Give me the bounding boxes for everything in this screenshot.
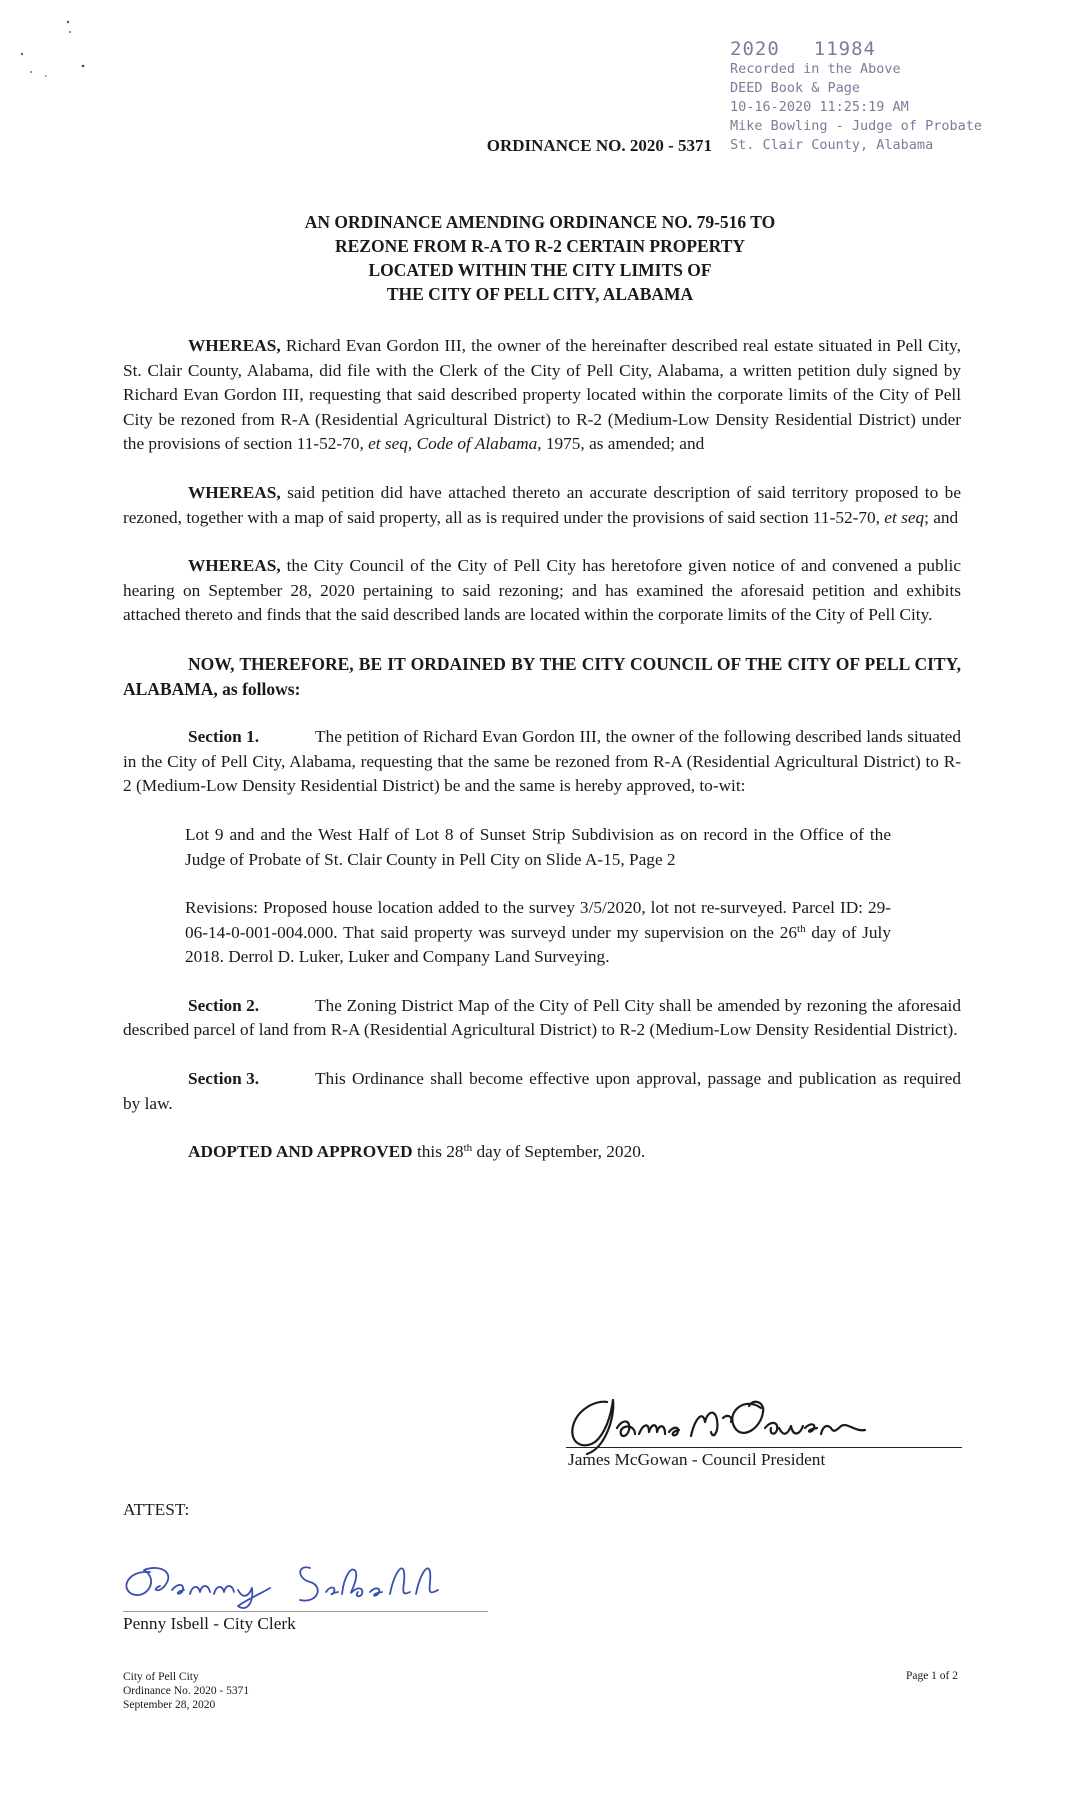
stamp-number: 11984: [813, 38, 876, 60]
scan-specks: [8, 14, 98, 84]
footer-line: Ordinance No. 2020 - 5371: [123, 1685, 250, 1697]
clerk-signature: [120, 1550, 500, 1614]
section-2: [123, 994, 961, 1043]
stamp-line: Recorded in the Above: [730, 61, 901, 77]
stamp-line: St. Clair County, Alabama: [730, 137, 934, 153]
whereas-lead: WHEREAS,: [188, 482, 281, 502]
stamp-line: Mike Bowling - Judge of Probate: [730, 118, 982, 134]
revisions-text: Revisions: Proposed house location added to the survey 3/5/2020, lot not re-surveyed. Parcel ID: 29-06-14-0-001-004.000. That said property was surveyd under my supervision on the 26: [185, 898, 891, 942]
ordinance-body: [123, 334, 961, 1189]
stamp-year: 2020: [730, 38, 780, 60]
section-label: Section 1.: [188, 727, 260, 747]
stamp-line: DEED Book & Page: [730, 80, 861, 96]
legal-description: Lot 9 and and the West Half of Lot 8 of Sunset Strip Subdivision as on record in the Office of the Judge of Probate of St. Clair County in Pell City on Slide A-15, Page 2: [185, 824, 891, 869]
citation-italic: et seq, Code of Alabama,: [368, 434, 542, 454]
title-line: THE CITY OF PELL CITY, ALABAMA: [386, 284, 694, 304]
title-line: AN ORDINANCE AMENDING ORDINANCE NO. 79-516 TO: [304, 212, 776, 232]
revisions-text: day of July 2018. Derrol D. Luker, Luker and Company Land Surveying.: [185, 922, 891, 967]
footer-line: City of Pell City: [123, 1671, 199, 1683]
paragraph-text: the City Council of the City of Pell City has heretofore given notice of and convened a public hearing on September 28, 2020 pertaining to said rezoning; and has examined the aforesaid petition and exhibits attached thereto and finds that the said described lands are located within the corporate limits of the City of Pell City.: [123, 556, 961, 625]
ordinal-suffix: th: [463, 1142, 473, 1155]
adopted-text: this 28: [412, 1142, 464, 1162]
paragraph-text: 1975, as amended; and: [541, 434, 705, 454]
whereas-lead: WHEREAS,: [188, 556, 281, 576]
section-text: The Zoning District Map of the City of Pell City shall be amended by rezoning the aforesaid described parcel of land from R-A (Residential Agricultural District) to R-2 (Medium-Low Density Residential District).: [123, 995, 961, 1040]
clerk-signature-line: [123, 1611, 488, 1612]
stamp-record-number: [730, 38, 982, 60]
footer-reference: [123, 1670, 249, 1712]
page-number: Page 1 of 2: [905, 1670, 958, 1682]
section-1: [123, 725, 961, 799]
paragraph-text: said petition did have attached thereto an accurate description of said territory proposed to be rezoned, together with a map of said property, all as is required under the provisions of said section 11-52-70,: [123, 482, 961, 527]
citation-italic: et seq: [884, 507, 925, 527]
section-label: Section 3.: [188, 1069, 260, 1089]
stamp-line: 10-16-2020 11:25:19 AM: [730, 99, 909, 115]
adopted-lead: ADOPTED AND APPROVED: [188, 1142, 413, 1162]
clerk-caption: Penny Isbell - City Clerk: [123, 1614, 296, 1633]
adopted-text: day of September, 2020.: [472, 1142, 646, 1162]
president-caption: James McGowan - Council President: [568, 1450, 826, 1469]
section-label: Section 2.: [188, 995, 260, 1015]
title-line: REZONE FROM R-A TO R-2 CERTAIN PROPERTY: [334, 236, 746, 256]
title-line: LOCATED WITHIN THE CITY LIMITS OF: [368, 260, 712, 280]
whereas-paragraph-1: [123, 334, 961, 457]
revisions-note: [185, 896, 891, 970]
footer-line: September 28, 2020: [123, 1699, 216, 1711]
ordained-heading: NOW, THEREFORE, BE IT ORDAINED BY THE CITY COUNCIL OF THE CITY OF PELL CITY, ALABAMA, as follows:: [123, 653, 961, 699]
paragraph-text: ; and: [924, 507, 959, 527]
section-text: The petition of Richard Evan Gordon III, the owner of the following described lands situated in the City of Pell City, Alabama, requesting that the same be rezoned from R-A (Residential Agricultural District) to R-2 (Medium-Low Density Residential District) be and the same is hereby approved, to-wit:: [123, 727, 961, 796]
adopted-statement: [123, 1140, 961, 1165]
section-text: This Ordinance shall become effective upon approval, passage and publication as required by law.: [123, 1069, 961, 1113]
whereas-lead: WHEREAS,: [188, 336, 281, 355]
whereas-paragraph-3: [123, 554, 961, 628]
president-signature-line: [566, 1447, 962, 1448]
whereas-paragraph-2: [123, 481, 961, 530]
ordinance-number: ORDINANCE NO. 2020 - 5371: [486, 136, 712, 155]
section-3: [123, 1067, 961, 1116]
ordinal-suffix: th: [797, 922, 806, 935]
attest-label: ATTEST:: [123, 1500, 190, 1519]
recording-stamp: [730, 38, 982, 155]
paragraph-text: Richard Evan Gordon III, the owner of the hereinafter described real estate situated in Pell City, St. Clair County, Alabama, did file with the Clerk of the City of Pell City, Alabama, a written petition duly signed by Richard Evan Gordon III, requesting that said described property located within the corporate limits of the City of Pell City be rezoned from R-A (Residential Agricultural District) to R-2 (Medium-Low Density Residential District) under the provisions of section 11-52-70,: [123, 336, 961, 454]
ordinance-title: [180, 210, 900, 306]
